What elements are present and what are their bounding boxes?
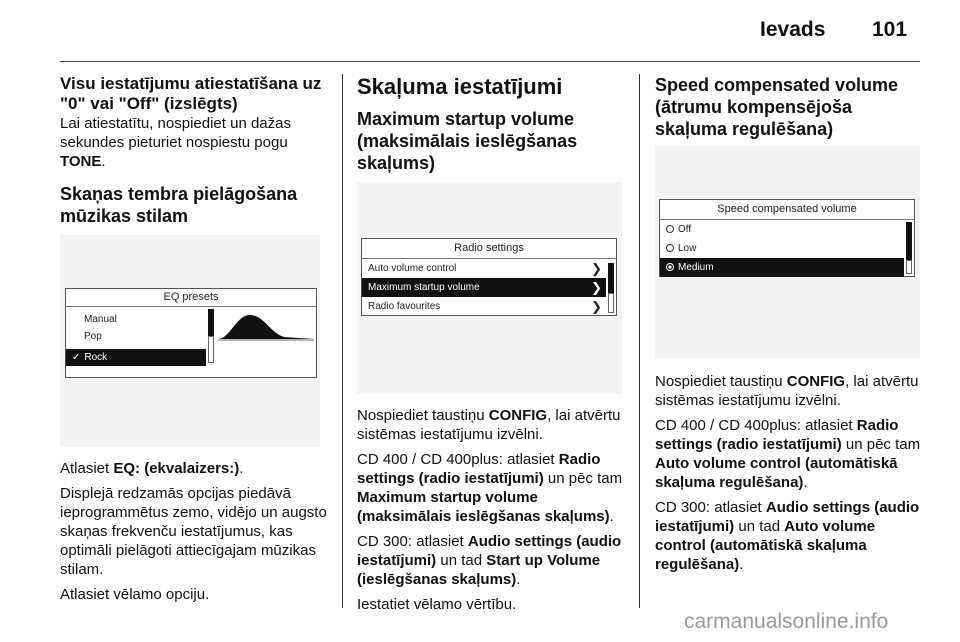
eq-curve-graphic <box>218 309 314 341</box>
speed-scrollbar-thumb[interactable] <box>906 222 912 260</box>
speed-volume-screen <box>659 199 915 277</box>
eq-item-manual[interactable]: Manual <box>84 314 117 325</box>
chevron-right-icon: ❯ <box>591 299 602 314</box>
paragraph-reset-instructions: Lai atiestatītu, nospiediet un dažas sekundes pieturiet nospiestu pogu TONE. <box>60 115 291 170</box>
radio-scrollbar-track[interactable] <box>608 293 614 313</box>
menu-item-auto-volume[interactable]: Auto volume control ❯ <box>368 261 602 276</box>
watermark-text: carmanualsonline.info <box>684 610 889 633</box>
eq-presets-figure <box>60 235 320 447</box>
radio-settings-figure <box>357 182 622 394</box>
menu-item-radio-favourites[interactable]: Radio favourites ❯ <box>368 299 602 314</box>
checkmark-icon: ✓ <box>72 352 81 363</box>
paragraph-select-eq: Atlasiet EQ: (ekvalaizers:). <box>60 460 244 477</box>
chevron-right-icon: ❯ <box>591 261 602 276</box>
radio-settings-screen <box>361 238 617 316</box>
column-divider-1 <box>342 74 343 608</box>
paragraph-press-config: Nospiediet taustiņu CONFIG, lai atvērtu sistēmas iestatījumu izvēlni. <box>655 373 919 409</box>
eq-item-rock[interactable]: ✓ Rock <box>66 349 206 366</box>
header-rule <box>60 61 920 62</box>
page-header-title: Ievads <box>760 18 826 41</box>
paragraph-cd300-instructions: CD 300: atlasiet Audio settings (audio iestatījumi) un tad Start up Volume (ieslēgšanas skaļums). <box>357 533 622 588</box>
eq-presets-title: EQ presets <box>66 289 316 307</box>
heading-reset-settings: Visu iestatījumu atiestatīšana uz "0" vai "Off" (izslēgts) <box>60 74 322 113</box>
heading-speed-compensated-volume: Speed compensated volume (ātrumu kompensējoša skaļuma regulēšana) <box>655 75 899 139</box>
heading-eq-music-style: Skaņas tembra pielāgošana mūzikas stilam <box>60 184 298 226</box>
menu-item-max-startup-volume[interactable]: Maximum startup volume ❯ <box>362 278 606 297</box>
option-low[interactable]: Low <box>660 239 904 258</box>
paragraph-cd300-instructions: CD 300: atlasiet Audio settings (audio iestatījumi) un tad Auto volume control (automātiskā skaļuma regulēšana). <box>655 499 920 573</box>
eq-scrollbar-track[interactable] <box>208 336 214 363</box>
column-3 <box>655 74 922 574</box>
eq-item-pop[interactable]: Pop <box>84 331 102 342</box>
paragraph-eq-description: Displejā redzamās opcijas piedāvā ieprogrammētus zemo, vidējo un augsto skaņas frekvenču iestatījumus, kas optimāli pielāgoti attiecīgajam mūzikas stilam. <box>60 485 327 578</box>
paragraph-set-value: Iestatiet vēlamo vērtību. <box>357 596 517 613</box>
radio-selected-icon <box>666 263 674 271</box>
paragraph-cd400-instructions: CD 400 / CD 400plus: atlasiet Radio settings (radio iestatījumi) un pēc tam Maximum startup volume (maksimālais ieslēgšanas skaļums). <box>357 451 623 525</box>
chevron-right-icon: ❯ <box>591 280 602 295</box>
option-medium[interactable]: Medium <box>660 258 904 277</box>
paragraph-select-option: Atlasiet vēlamo opciju. <box>60 586 210 603</box>
speed-volume-figure <box>655 146 920 358</box>
radio-unselected-icon <box>666 244 674 252</box>
column-2 <box>357 74 625 614</box>
radio-settings-title: Radio settings <box>362 239 616 259</box>
speed-scrollbar-track[interactable] <box>906 260 912 274</box>
radio-unselected-icon <box>666 225 674 233</box>
eq-presets-list <box>66 307 206 366</box>
heading-max-startup-volume: Maximum startup volume (maksimālais ieslēgšanas skaļums) <box>357 109 578 173</box>
page-number: 101 <box>872 18 908 41</box>
column-divider-2 <box>639 74 640 608</box>
paragraph-cd400-instructions: CD 400 / CD 400plus: atlasiet Radio settings (radio iestatījumi) un pēc tam Auto volume control (automātiskā skaļuma regulēšana). <box>655 417 921 491</box>
speed-volume-title: Speed compensated volume <box>660 200 914 220</box>
option-off[interactable]: Off <box>660 220 904 239</box>
radio-scrollbar-thumb[interactable] <box>608 263 614 293</box>
heading-volume-settings: Skaļuma iestatījumi <box>357 74 563 99</box>
column-1 <box>60 74 332 604</box>
paragraph-press-config: Nospiediet taustiņu CONFIG, lai atvērtu sistēmas iestatījumu izvēlni. <box>357 407 621 443</box>
eq-scrollbar-thumb[interactable] <box>208 309 214 336</box>
eq-presets-screen <box>65 288 317 378</box>
